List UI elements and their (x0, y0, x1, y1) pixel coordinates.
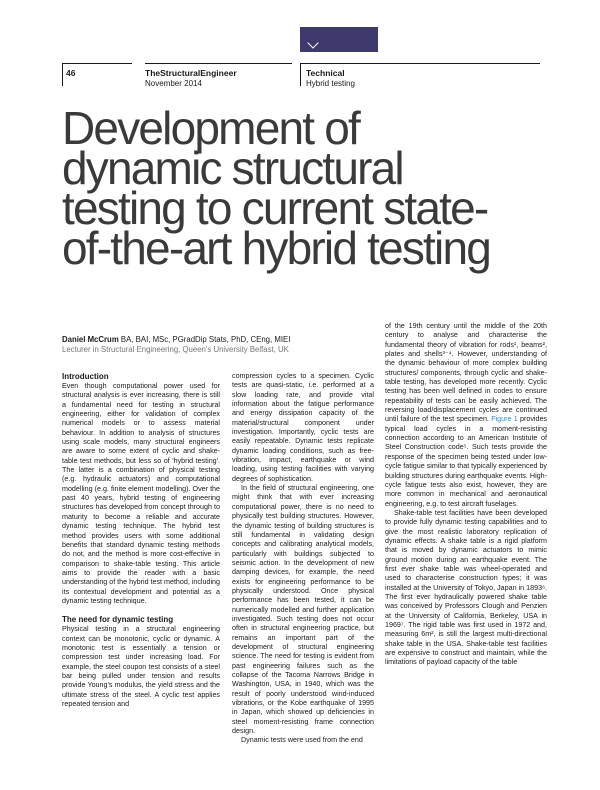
section-heading: The need for dynamic testing (62, 615, 174, 625)
paragraph: Physical testing in a structural engineering context can be monotonic, cyclic or dynamic. A monotonic test is essentially a tension or compression test under increasing load. For example, the steel coupon test consists of a steel bar being pulled under tension and results provide Young's modulus, the yield stress and the ultimate stress of the steel. A cyclic test applies repeated tension and (62, 625, 220, 708)
paragraph: Even though computational power used for structural analysis is ever increasing, there is still a fundamental need for testing in structural engineering, either for validation of complex numerical models or to assess material behaviour. In addition to analysis of structures using scale models, many structural engineers are aware to some extent of cyclic and shake-table test methods, but less so of 'hybrid testing'. The latter is a combination of physical testing (e.g. hydraulic actuators) and computational modelling (e.g. finite element modelling). Over the past 40 years, hybrid testing of engineering structures has developed from concept through to maturity to become a reliable and accurate dynamic testing technique. The hybrid test method provides users with some additional benefits that standard dynamic testing methods do not, and the method is more cost-effective in comparison to shake-table testing. This article aims to provide the reader with a basic understanding of the hybrid test method, including its contextual development and potential as a dynamic testing technique. (62, 382, 220, 605)
header-rule-magazine (145, 63, 292, 64)
section-tab[interactable] (300, 27, 378, 52)
column-1 (62, 372, 220, 709)
author-credentials: BA, BAI, MSc, PGradDip Stats, PhD, CEng, MIEI (118, 335, 291, 344)
header-rule-section (300, 63, 540, 64)
page-number: 46 (66, 68, 76, 78)
section-name: Technical (306, 68, 345, 78)
paragraph: compression cycles to a specimen. Cyclic tests are quasi-static, i.e. performed at a slow loading rate, and provide vital information about the fatigue performance and energy dissipation capacity of the material/structural component under investigation. Importantly, cyclic tests are easily repeatable. Dynamic tests replicate dynamic loading conditions, such as free-vibration, impact, earthquake or wind loading, using testing facilities with varying degrees of sophistication. (232, 372, 374, 483)
column-2 (232, 372, 374, 746)
magazine-title: TheStructuralEngineer (145, 68, 237, 78)
author-affiliation: Lecturer in Structural Engineering, Queen's University Belfast, UK (62, 344, 289, 354)
header-divider (300, 64, 301, 86)
paragraph: Shake-table test facilities have been developed to provide fully dynamic testing capabilities and to give the most realistic laboratory replication of dynamic effects. A shake table is a rigid platform that is moved by dynamic actuators to mimic ground motion during an earthquake event. The first ever shake table was wheel-operated and used to characterise construction types; it was installed at the University of Tokyo, Japan in 1893⁶. The first ever hydraulically powered shake table was conceived by Professors Clough and Penzien at the University of California, Berkeley, USA in 1969⁷. The rigid table was first used in 1972 and, measuring 6m², is still the largest multi-directional shake table in the USA. Shake-table test facilities are expensive to construct and maintain, while the limitations of payload capacity of the table (385, 508, 547, 667)
issue-date: November 2014 (145, 79, 202, 88)
chevron-down-icon (307, 37, 318, 48)
paragraph-text: of the 19th century until the middle of the 20th century to analyse and characterise the fundamental theory of vibration for rods¹, beams², plates and shells³⁻⁴. However, understanding of the dynamic behaviour of more complex building structures/ components, through cyclic and shake-table testing, has developed more recently. Cyclic testing has been well defined in codes to ensure repeatability of tests can be easily achieved. The reversing load/displacement cycles are continued until failure of the test specimen. (385, 322, 547, 424)
author-block (62, 335, 372, 354)
header-divider (62, 64, 63, 86)
column-3 (385, 322, 547, 668)
paragraph (385, 322, 547, 509)
figure-link[interactable]: Figure 1 (491, 415, 518, 424)
title-line: testing to current state- (62, 182, 488, 234)
paragraph: Dynamic tests were used from the end (241, 736, 363, 745)
subsection-name: Hybrid testing (306, 79, 355, 88)
header-rule-page (62, 63, 132, 64)
author-name: Daniel McCrum (62, 335, 119, 344)
section-heading: Introduction (62, 372, 109, 381)
title-line: of-the-art hybrid testing (62, 222, 491, 274)
paragraph-text: provides typical load cycles in a moment-resisting connection according to an American Institute of Steel Construction code⁵. Such tests provide the response of the specimen being tested under low-cycle fatigue similar to that typically experienced by building structures during earthquake events. High-cycle fatigue tests also exist, however, they are more common in mechanical and aeronautical engineering, e.g. to test aircraft fuselages. (385, 415, 548, 508)
article-title (62, 102, 587, 274)
title-line: Development of (62, 102, 359, 154)
paragraph: In the field of structural engineering, one might think that with ever increasing computational power, there is no need to physically test building structures. However, the dynamic testing of building structures is still fundamental in validating design concepts and calibrating analytical models, particularly with buildings subjected to seismic action. In the development of new damping devices, for example, the need exists for engineering performance to be physically understood. Once physical performance has been tested, it can be numerically modelled and further application investigated. Such testing does not occur often in structural engineering practice, but remains an important part of the development of structural engineering science. The need for testing is evident from past engineering failures such as the collapse of the Tacoma Narrows Bridge in Washington, USA, in 1940, which was the result of poorly understood wind-induced vibrations, or the Kobe earthquake of 1995 in Japan, which showed up deficiencies in steel moment-resisting frame connection design. (232, 484, 374, 736)
title-line: dynamic structural (62, 142, 403, 194)
